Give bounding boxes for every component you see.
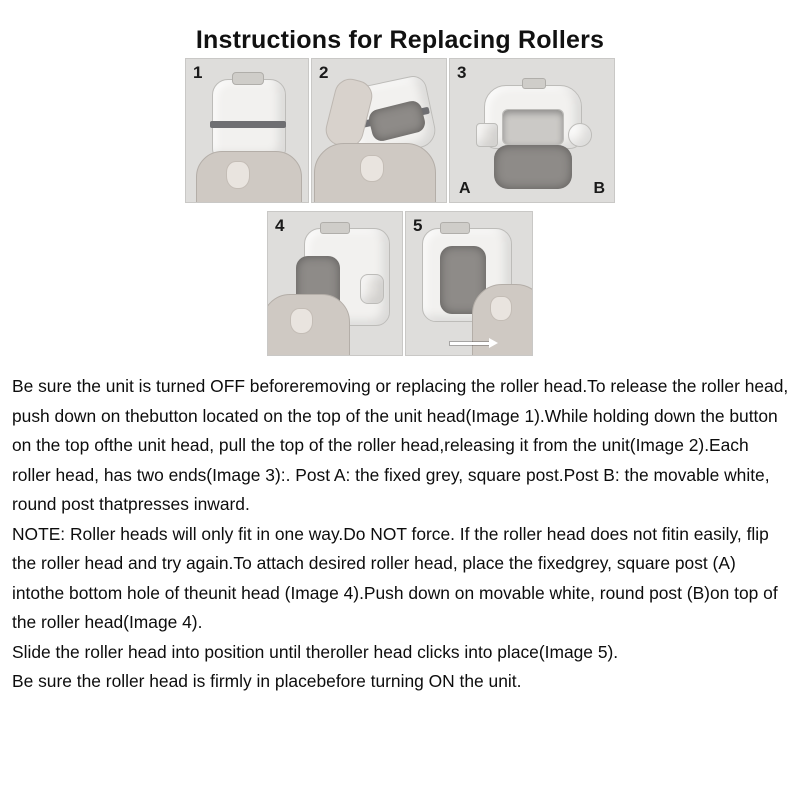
figure-number-3: 3 — [457, 63, 467, 82]
figure-row-top — [0, 58, 800, 203]
device-body-1 — [212, 79, 286, 159]
figure-number-1: 1 — [193, 63, 203, 82]
figure-panel-2 — [311, 58, 447, 203]
thumbnail-5 — [490, 296, 512, 321]
device-cavity-3 — [502, 109, 564, 145]
release-button-1 — [232, 72, 264, 85]
figure-number-5: 5 — [413, 216, 423, 235]
instruction-paragraph-1: Be sure the unit is turned OFF beforeremoving or replacing the roller head.To release the roller head, push down on thebutton located on the top of the unit head(Image 1).While holding down the button on the top ofthe unit head, pull the top of the roller head,releasing it from the unit(Image 2).Each roller head, has two ends(Image 3):. Post A: the fixed grey, square post.Post B: the movable white, round post thatpresses inward. — [12, 376, 789, 514]
figure-panel-1 — [185, 58, 309, 203]
figure-label-a: A — [459, 180, 471, 197]
instruction-paragraph-3: Slide the roller head into position until theroller head clicks into place(Image 5). — [12, 641, 619, 662]
instruction-paragraph-2: NOTE: Roller heads will only fit in one way.Do NOT force. If the roller head does not fitin easily, flip the roller head and try again.To attach desired roller head, place the fixedgrey, square post (A) intothe bottom hole of theunit head (Image 4).Push down on movable white, round post (B)on top of the roller head(Image 4). — [12, 523, 778, 632]
figure-label-b: B — [593, 180, 605, 197]
thumbnail-1 — [226, 161, 250, 189]
device-detail-4 — [360, 274, 384, 304]
device-band-1 — [210, 121, 286, 128]
release-button-5 — [440, 222, 470, 234]
direction-arrow-5 — [450, 342, 490, 345]
instruction-paragraph-4: Be sure the roller head is firmly in placebefore turning ON the unit. — [12, 671, 522, 691]
figure-panel-4 — [267, 211, 403, 356]
figure-panel-5 — [405, 211, 533, 356]
post-b-3 — [568, 123, 592, 147]
release-button-4 — [320, 222, 350, 234]
figure-number-4: 4 — [275, 216, 285, 235]
roller-head-3 — [494, 145, 572, 189]
instructions-body — [12, 372, 790, 697]
page-title: Instructions for Replacing Rollers — [195, 26, 605, 54]
figure-number-2: 2 — [319, 63, 329, 82]
release-button-3 — [522, 78, 546, 89]
thumbnail-2 — [360, 155, 384, 182]
thumbnail-4 — [290, 308, 313, 334]
post-a-3 — [476, 123, 498, 147]
figure-row-bottom — [0, 211, 800, 356]
figure-gallery — [0, 58, 800, 356]
figure-panel-3 — [449, 58, 615, 203]
